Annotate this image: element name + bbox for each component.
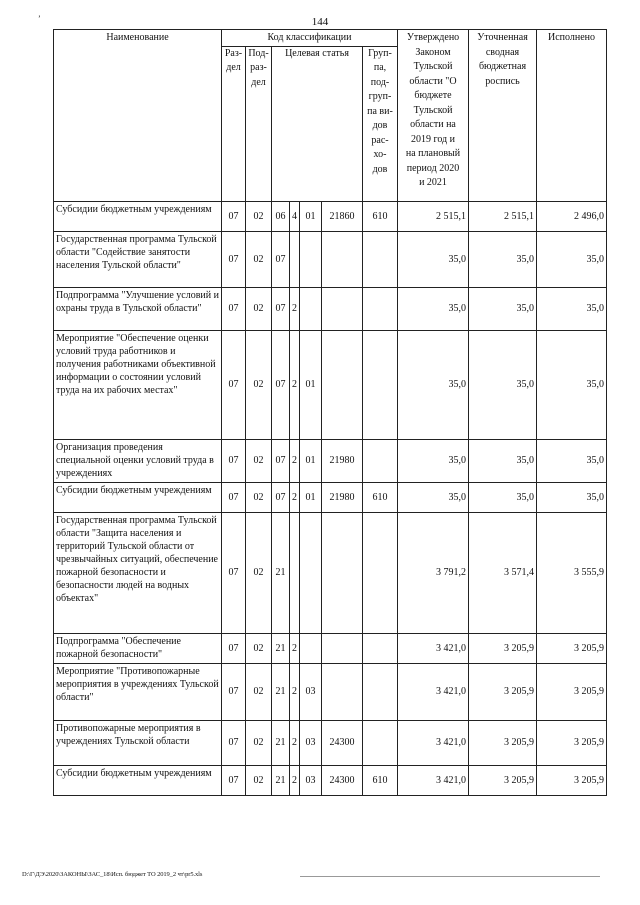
row-expense-group <box>363 231 398 287</box>
table-row <box>54 512 607 633</box>
row-target-program: 21 <box>272 663 290 720</box>
header-target: Целевая статья <box>272 46 363 201</box>
row-target-program: 21 <box>272 720 290 765</box>
table-row <box>54 287 607 330</box>
row-approved: 35,0 <box>398 287 469 330</box>
row-name: Мероприятие "Противопожарные мероприятия в учреждениях Тульской области" <box>54 663 222 720</box>
row-expense-group <box>363 663 398 720</box>
row-target-event: 03 <box>300 765 322 795</box>
row-target-direction <box>322 330 363 439</box>
row-name: Субсидии бюджетным учреждениям <box>54 482 222 512</box>
row-target-direction <box>322 287 363 330</box>
header-refined: Уточненная сводная бюджетная роспись <box>469 30 537 202</box>
row-name: Подпрограмма "Улучшение условий и охраны труда в Тульской области" <box>54 287 222 330</box>
row-executed: 35,0 <box>537 439 607 482</box>
header-name: Наименование <box>54 30 222 202</box>
row-expense-group <box>363 287 398 330</box>
row-target-program: 21 <box>272 633 290 663</box>
row-target-direction <box>322 633 363 663</box>
row-approved: 3 791,2 <box>398 512 469 633</box>
row-expense-group: 610 <box>363 482 398 512</box>
table-row <box>54 201 607 231</box>
row-target-event: 01 <box>300 482 322 512</box>
row-approved: 3 421,0 <box>398 765 469 795</box>
row-refined: 3 205,9 <box>469 663 537 720</box>
row-approved: 35,0 <box>398 330 469 439</box>
row-razdel: 07 <box>222 482 246 512</box>
row-razdel: 07 <box>222 765 246 795</box>
row-target-subprogram <box>290 231 300 287</box>
table-row <box>54 663 607 720</box>
row-target-event <box>300 633 322 663</box>
row-target-event: 01 <box>300 201 322 231</box>
row-target-event: 01 <box>300 439 322 482</box>
row-podrazdel: 02 <box>246 482 272 512</box>
footer-rule <box>300 876 600 877</box>
row-name: Субсидии бюджетным учреждениям <box>54 765 222 795</box>
row-approved: 2 515,1 <box>398 201 469 231</box>
row-podrazdel: 02 <box>246 287 272 330</box>
row-target-event <box>300 287 322 330</box>
row-target-program: 07 <box>272 231 290 287</box>
row-razdel: 07 <box>222 330 246 439</box>
header-podrazdel: Под- раз- дел <box>246 46 272 201</box>
row-refined: 3 205,9 <box>469 765 537 795</box>
row-executed: 35,0 <box>537 482 607 512</box>
row-expense-group <box>363 633 398 663</box>
row-razdel: 07 <box>222 720 246 765</box>
row-approved: 35,0 <box>398 231 469 287</box>
row-target-subprogram: 4 <box>290 201 300 231</box>
table-row <box>54 482 607 512</box>
row-razdel: 07 <box>222 287 246 330</box>
row-name: Противопожарные мероприятия в учреждениях Тульской области <box>54 720 222 765</box>
row-approved: 35,0 <box>398 439 469 482</box>
budget-table <box>53 29 607 796</box>
row-target-direction: 21860 <box>322 201 363 231</box>
row-refined: 3 205,9 <box>469 720 537 765</box>
row-razdel: 07 <box>222 512 246 633</box>
header-razdel: Раз- дел <box>222 46 246 201</box>
row-podrazdel: 02 <box>246 765 272 795</box>
row-approved: 3 421,0 <box>398 633 469 663</box>
row-target-program: 07 <box>272 482 290 512</box>
row-razdel: 07 <box>222 633 246 663</box>
row-podrazdel: 02 <box>246 720 272 765</box>
row-executed: 3 205,9 <box>537 765 607 795</box>
row-expense-group <box>363 720 398 765</box>
row-target-event: 03 <box>300 720 322 765</box>
row-executed: 3 205,9 <box>537 663 607 720</box>
row-refined: 3 205,9 <box>469 633 537 663</box>
table-row <box>54 633 607 663</box>
row-target-direction: 24300 <box>322 765 363 795</box>
row-executed: 3 555,9 <box>537 512 607 633</box>
row-podrazdel: 02 <box>246 439 272 482</box>
row-target-direction <box>322 231 363 287</box>
row-target-direction: 24300 <box>322 720 363 765</box>
page-number: 144 <box>311 16 329 28</box>
row-approved: 3 421,0 <box>398 720 469 765</box>
row-refined: 35,0 <box>469 439 537 482</box>
footer-file-path: D:\Г\ДЭ\2020\ЗАКОНЫ\ЗАС_18\Исп. бюджет ТО 2019_2 чт\pr5.xls <box>22 871 203 878</box>
row-target-program: 21 <box>272 765 290 795</box>
row-expense-group <box>363 330 398 439</box>
header-approved: Утверждено Законом Тульской области "О бюджете Тульской области на 2019 год и на плановый период 2020 и 2021 <box>398 30 469 202</box>
row-podrazdel: 02 <box>246 330 272 439</box>
row-razdel: 07 <box>222 439 246 482</box>
row-expense-group <box>363 512 398 633</box>
row-refined: 2 515,1 <box>469 201 537 231</box>
table-row <box>54 439 607 482</box>
row-razdel: 07 <box>222 201 246 231</box>
row-executed: 35,0 <box>537 287 607 330</box>
row-target-subprogram <box>290 512 300 633</box>
row-target-subprogram: 2 <box>290 439 300 482</box>
row-refined: 35,0 <box>469 482 537 512</box>
row-target-direction: 21980 <box>322 482 363 512</box>
table-row <box>54 720 607 765</box>
row-expense-group: 610 <box>363 765 398 795</box>
row-target-direction <box>322 512 363 633</box>
row-executed: 2 496,0 <box>537 201 607 231</box>
row-target-direction <box>322 663 363 720</box>
row-target-subprogram: 2 <box>290 482 300 512</box>
row-name: Субсидии бюджетным учреждениям <box>54 201 222 231</box>
row-refined: 35,0 <box>469 231 537 287</box>
header-group: Груп- па, под- груп- па ви- дов рас- хо- дов <box>363 46 398 201</box>
corner-mark: ’ <box>38 14 41 23</box>
row-target-event: 01 <box>300 330 322 439</box>
table-row <box>54 765 607 795</box>
row-refined: 3 571,4 <box>469 512 537 633</box>
row-podrazdel: 02 <box>246 663 272 720</box>
row-approved: 3 421,0 <box>398 663 469 720</box>
row-executed: 35,0 <box>537 330 607 439</box>
row-podrazdel: 02 <box>246 633 272 663</box>
row-podrazdel: 02 <box>246 512 272 633</box>
row-name: Организация проведения специальной оценки условий труда в учреждениях <box>54 439 222 482</box>
row-approved: 35,0 <box>398 482 469 512</box>
row-target-subprogram: 2 <box>290 663 300 720</box>
row-name: Государственная программа Тульской области "Защита населения и территорий Тульской области от чрезвычайных ситуаций, обеспечение пожарной безопасности и безопасности людей на водных объектах" <box>54 512 222 633</box>
row-target-program: 07 <box>272 287 290 330</box>
row-expense-group: 610 <box>363 201 398 231</box>
row-name: Мероприятие "Обеспечение оценки условий труда работников и получения работниками объективной информации о состоянии условий труда на их рабочих местах" <box>54 330 222 439</box>
table-row <box>54 330 607 439</box>
row-target-event <box>300 512 322 633</box>
row-target-program: 06 <box>272 201 290 231</box>
row-name: Подпрограмма "Обеспечение пожарной безопасности" <box>54 633 222 663</box>
row-target-subprogram: 2 <box>290 330 300 439</box>
row-target-subprogram: 2 <box>290 765 300 795</box>
row-executed: 3 205,9 <box>537 633 607 663</box>
row-name: Государственная программа Тульской области "Содействие занятости населения Тульской области" <box>54 231 222 287</box>
row-podrazdel: 02 <box>246 201 272 231</box>
row-target-event: 03 <box>300 663 322 720</box>
header-code-group: Код классификации <box>222 30 398 47</box>
row-refined: 35,0 <box>469 287 537 330</box>
row-expense-group <box>363 439 398 482</box>
row-target-direction: 21980 <box>322 439 363 482</box>
row-target-program: 07 <box>272 330 290 439</box>
row-target-subprogram: 2 <box>290 720 300 765</box>
row-razdel: 07 <box>222 231 246 287</box>
table-row <box>54 231 607 287</box>
row-executed: 3 205,9 <box>537 720 607 765</box>
row-podrazdel: 02 <box>246 231 272 287</box>
row-razdel: 07 <box>222 663 246 720</box>
row-target-program: 07 <box>272 439 290 482</box>
row-target-subprogram: 2 <box>290 287 300 330</box>
header-executed: Исполнено <box>537 30 607 202</box>
row-target-program: 21 <box>272 512 290 633</box>
row-target-event <box>300 231 322 287</box>
row-refined: 35,0 <box>469 330 537 439</box>
row-target-subprogram: 2 <box>290 633 300 663</box>
row-executed: 35,0 <box>537 231 607 287</box>
